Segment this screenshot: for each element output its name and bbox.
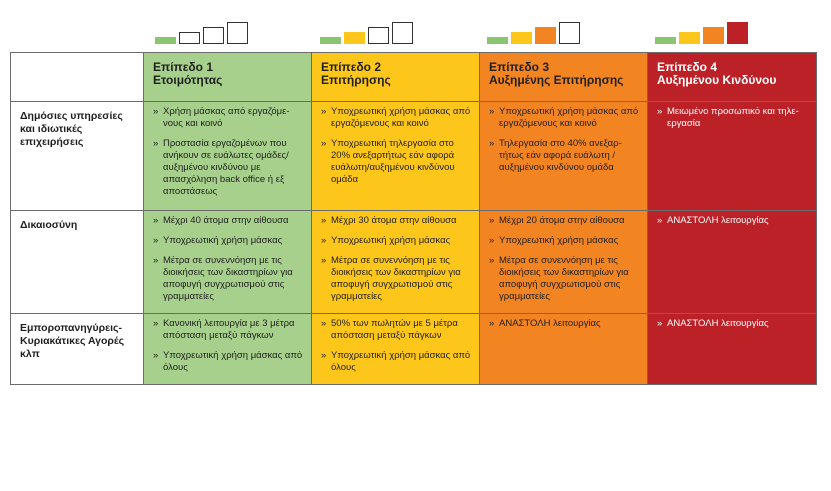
level-4-subtitle: Αυξημένου Κινδύνου (657, 73, 777, 87)
list-item: » Μειωμένο προσωπικό και τηλε-εργασία (657, 106, 810, 130)
measure-cell (312, 102, 480, 211)
meter-bar (179, 32, 200, 44)
measure-cell (480, 314, 648, 385)
measure-cell (480, 211, 648, 314)
list-item: » Υποχρεωτική χρήση μάσκας από όλους (153, 350, 305, 374)
list-item: » Τηλεργασία στο 40% ανεξαρτήτως εάν αφορά ευάλωτη / αυξημένου κινδύνου ομάδα (489, 138, 641, 174)
list-item: » ΑΝΑΣΤΟΛΗ λειτουργίας (489, 318, 641, 330)
table-row (11, 211, 817, 314)
list-item: » Υποχρεωτική τηλεργασία στο 20% ανεξαρτήτως εάν αφορά ευάλωτη/αυξημένου κινδύνου ομάδα (321, 138, 473, 186)
meter-bar (227, 22, 248, 44)
list-item: » Μέχρι 40 άτομα στην αίθουσα (153, 215, 305, 227)
row-label: Εμποροπανηγύρεις-Κυριακάτικες Αγορές κλπ (11, 314, 144, 385)
level-2-name: Επίπεδο 2 (321, 60, 382, 74)
meter-bar (155, 37, 176, 44)
meter-bar (679, 32, 700, 44)
level-2-subtitle: Επιτήρησης (321, 73, 391, 87)
measure-cell (144, 314, 312, 385)
measure-cell (312, 314, 480, 385)
table-row (11, 314, 817, 385)
list-item: » Μέτρα σε συνεννόηση με τις διοικήσεις των δικαστηρίων για αποφυγή συγχρωτισμού στις γραμματείες (321, 255, 473, 303)
measure-cell (144, 102, 312, 211)
header-row (11, 53, 817, 102)
meter-bar (727, 22, 748, 44)
list-item: » Μέτρα σε συνεννόηση με τις διοικήσεις των δικαστηρίων για αποφυγή συγχρωτισμού στις γραμματείες (153, 255, 305, 303)
meter-bar (487, 37, 508, 44)
meter-bar (320, 37, 341, 44)
meter-bar (203, 27, 224, 44)
level-4-header (648, 53, 817, 102)
row-label: Δικαιοσύνη (11, 211, 144, 314)
meter-bar (344, 32, 365, 44)
meter-bar (655, 37, 676, 44)
level-1-meter (155, 18, 251, 44)
meter-bar (703, 27, 724, 44)
meter-bar (368, 27, 389, 44)
level-3-name: Επίπεδο 3 (489, 60, 550, 74)
measure-cell (648, 314, 817, 385)
meter-bar (511, 32, 532, 44)
list-item: » Υποχρεωτική χρήση μάσκας από όλους (321, 350, 473, 374)
list-item: » Κανονική λειτουργία με 3 μέτρα απόσταση μεταξύ πάγκων (153, 318, 305, 342)
list-item: » Χρήση μάσκας από εργαζόμενους και κοινό (153, 106, 305, 130)
level-3-header (480, 53, 648, 102)
list-item: » Υποχρεωτική χρήση μάσκας (489, 235, 641, 247)
list-item: » Μέτρα σε συνεννόηση με τις διοικήσεις των δικαστηρίων για αποφυγή συγχρωτισμού στις γραμματείες (489, 255, 641, 303)
list-item: » Υποχρεωτική χρήση μάσκας από εργαζόμενους και κοινό (489, 106, 641, 130)
list-item: » Μέχρι 30 άτομα στην αίθουσα (321, 215, 473, 227)
table-row (11, 102, 817, 211)
list-item: » Υποχρεωτική χρήση μάσκας από εργαζόμενους και κοινό (321, 106, 473, 130)
list-item: » Υποχρεωτική χρήση μάσκας (153, 235, 305, 247)
list-item: » Υποχρεωτική χρήση μάσκας (321, 235, 473, 247)
level-1-subtitle: Ετοιμότητας (153, 73, 223, 87)
measure-cell (144, 211, 312, 314)
row-label: Δημόσιες υπηρεσίες και ιδιωτικές επιχειρήσεις (11, 102, 144, 211)
measures-table (10, 52, 817, 385)
level-2-header (312, 53, 480, 102)
measure-cell (480, 102, 648, 211)
measure-cell (312, 211, 480, 314)
meter-bar (535, 27, 556, 44)
list-item: » Μέχρι 20 άτομα στην αίθουσα (489, 215, 641, 227)
list-item: » ΑΝΑΣΤΟΛΗ λειτουργίας (657, 318, 810, 330)
list-item: » ΑΝΑΣΤΟΛΗ λειτουργίας (657, 215, 810, 227)
level-4-meter (655, 18, 751, 44)
level-1-name: Επίπεδο 1 (153, 60, 214, 74)
corner-cell (11, 53, 144, 102)
meter-bar (559, 22, 580, 44)
level-1-header (144, 53, 312, 102)
list-item: » 50% των πωλητών με 5 μέτρα απόσταση μεταξύ πάγκων (321, 318, 473, 342)
level-2-meter (320, 18, 416, 44)
level-4-name: Επίπεδο 4 (657, 60, 718, 74)
meter-bar (392, 22, 413, 44)
measure-cell (648, 211, 817, 314)
measure-cell (648, 102, 817, 211)
level-3-meter (487, 18, 583, 44)
level-3-subtitle: Αυξημένης Επιτήρησης (489, 73, 624, 87)
list-item: » Προστασία εργαζομένων που ανήκουν σε ευάλωτες ομάδες/αυξημένου κινδύνου με απασχόληση back office ή εξ αποστάσεως (153, 138, 305, 198)
